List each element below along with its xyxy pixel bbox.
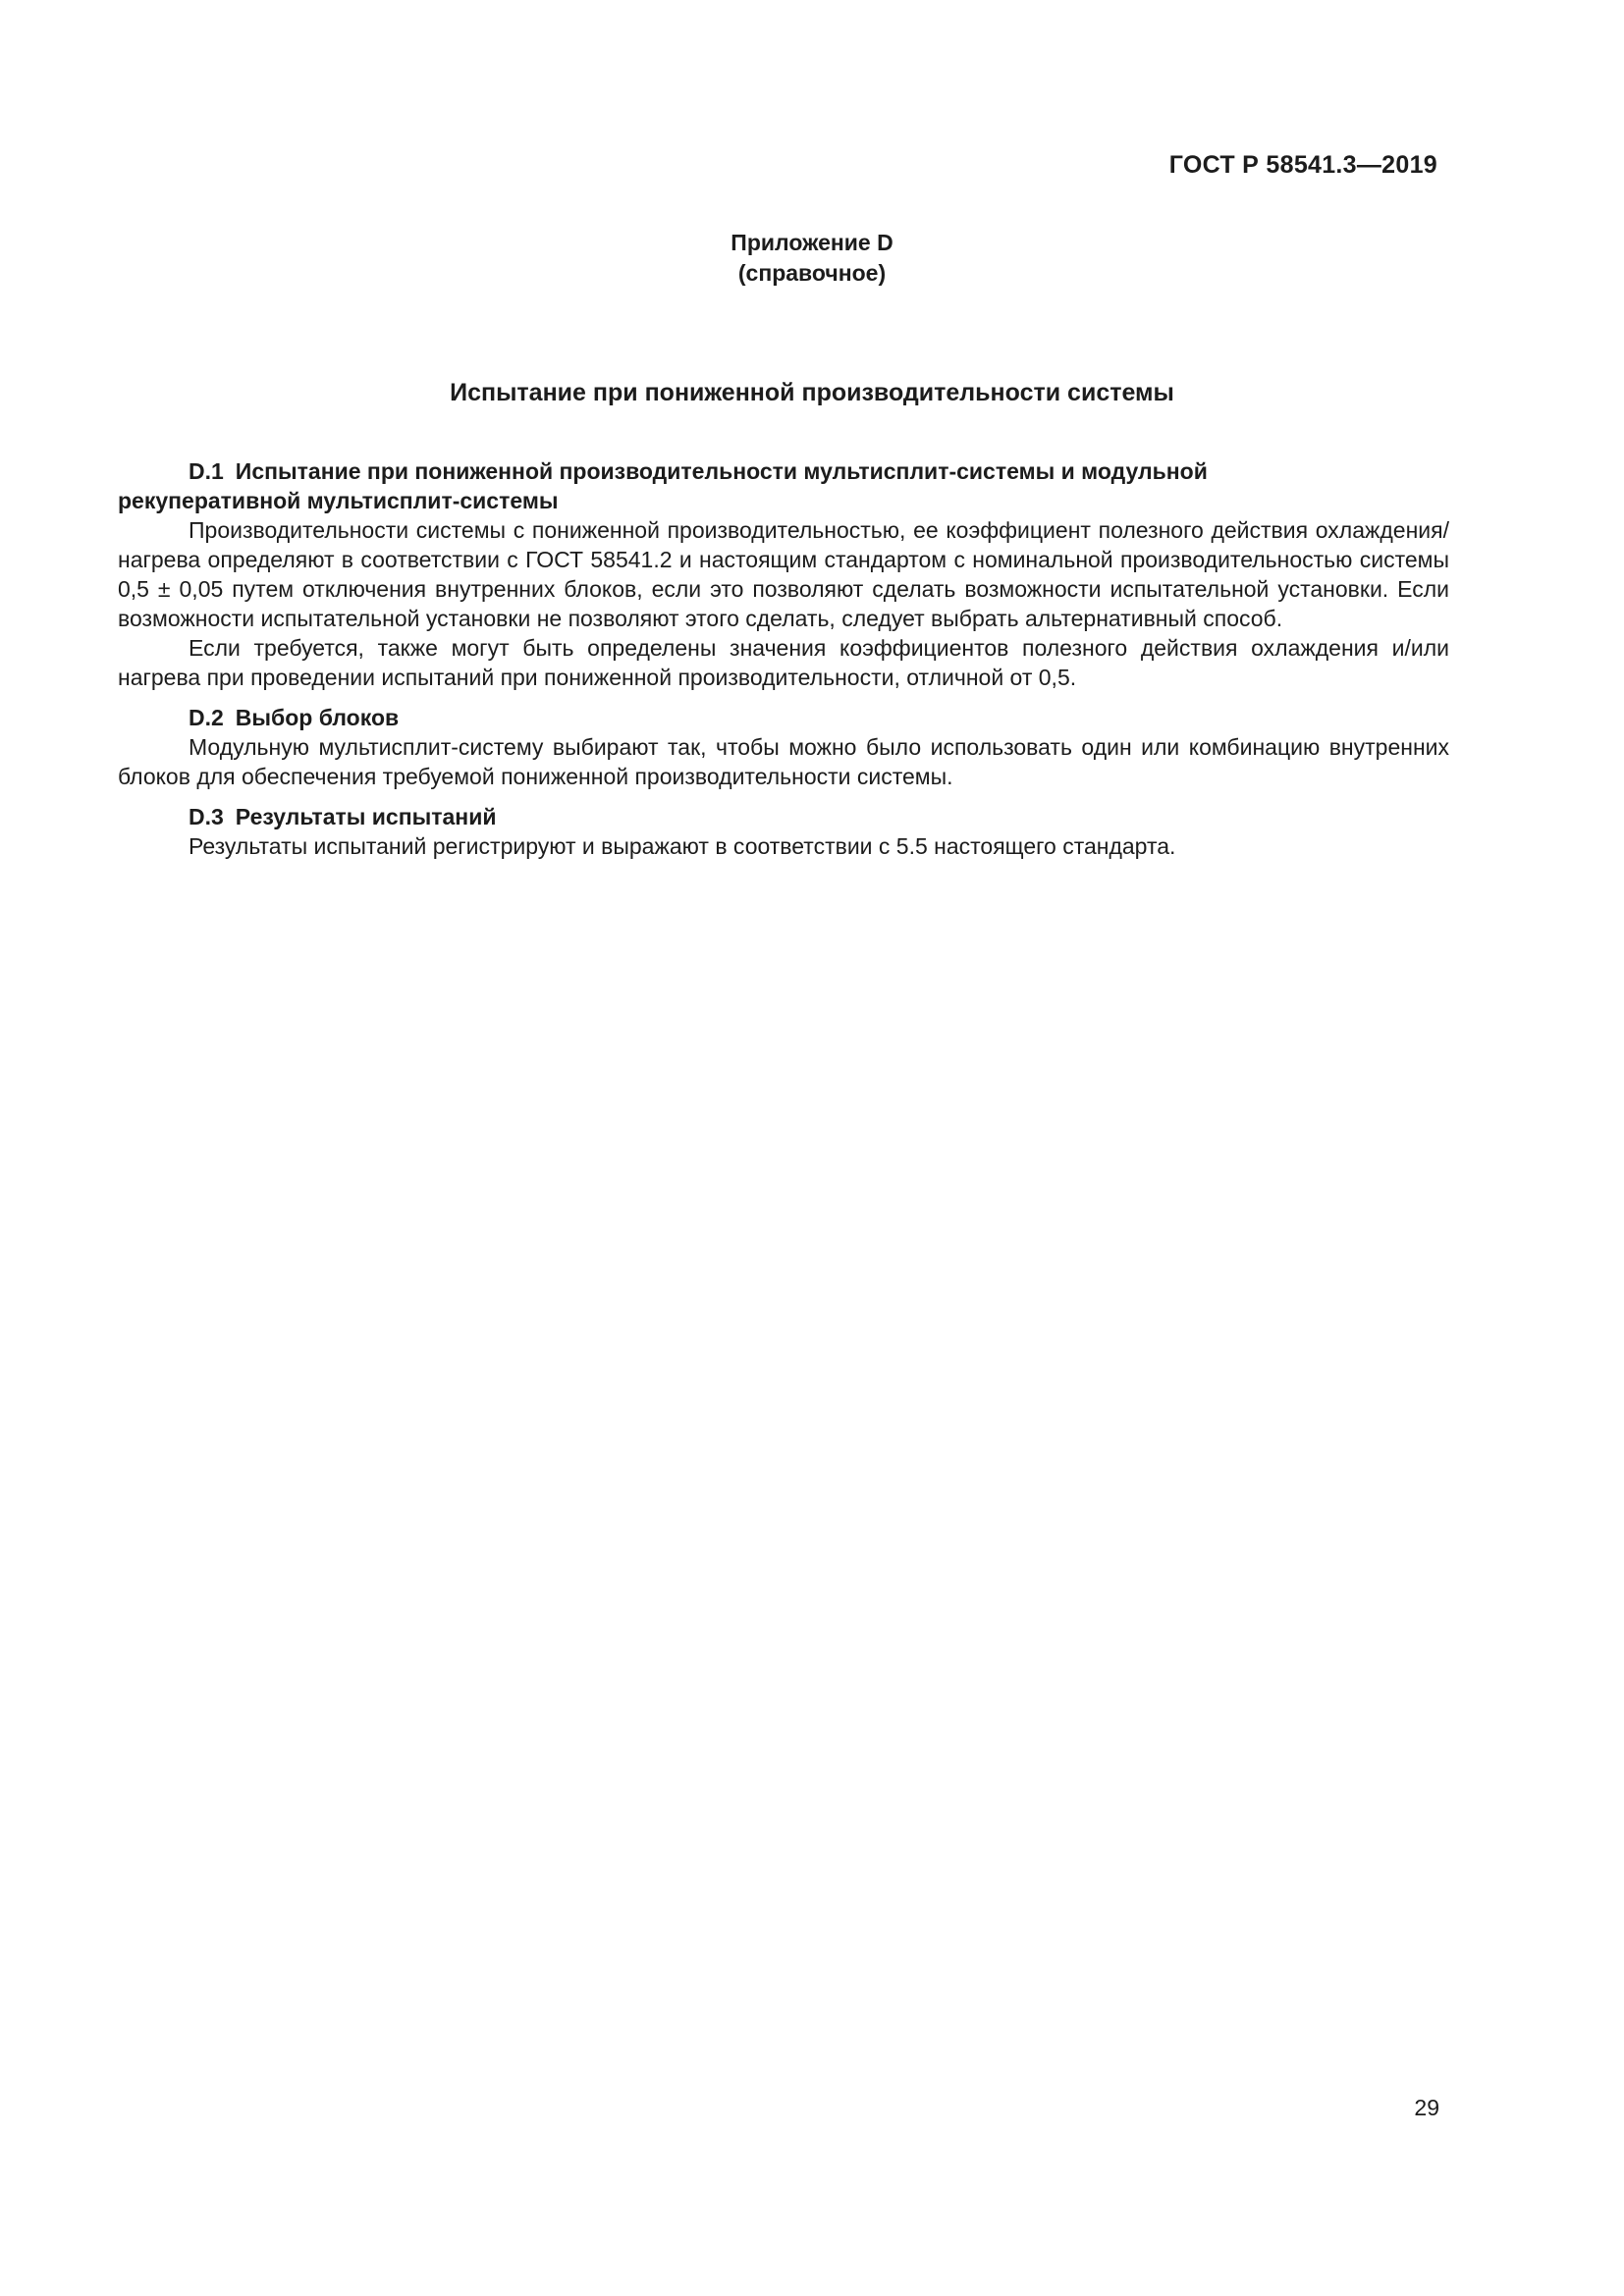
section-heading-text: Выбор блоков — [235, 705, 400, 730]
section-heading-text-continued: рекуперативной мультисплит-системы — [118, 488, 559, 513]
appendix-type: (справочное) — [737, 260, 887, 286]
section-number: D.3 — [189, 804, 224, 829]
section-heading-text: Результаты испытаний — [235, 804, 497, 829]
paragraph: Результаты испытаний регистрируют и выражают в соответствии с 5.5 настоящего стандарта. — [189, 833, 1176, 859]
section-number: D.2 — [189, 705, 224, 730]
section-number: D.1 — [189, 458, 224, 484]
appendix-header — [0, 228, 1624, 289]
section-heading-d3 — [118, 802, 1449, 831]
appendix-label: Приложение D — [731, 230, 893, 255]
section-heading-d2 — [118, 703, 1449, 732]
page-number: 29 — [1414, 2095, 1439, 2120]
paragraph: Модульную мультисплит-систему выбирают так, чтобы можно было использовать один или комбинацию внутренних блоков для обеспечения требуемой пониженной производительности системы. — [118, 734, 1449, 789]
paragraph: Производительности системы с пониженной производительностью, ее коэффициент полезного действия охлаждения/нагрева определяют в соответствии с ГОСТ 58541.2 и настоящим стандартом с номинальной производительностью системы 0,5 ± 0,05 путем отключения внутренних блоков, если это позволяют сделать возможности испытательной установки. Если возможности испытательной установки не позволяют этого сделать, следует выбрать альтернативный способ. — [118, 517, 1449, 631]
annex-title: Испытание при пониженной производительности системы — [450, 379, 1174, 406]
document-code: ГОСТ Р 58541.3—2019 — [1168, 151, 1437, 179]
paragraph: Если требуется, также могут быть определены значения коэффициентов полезного действия охлаждения и/или нагрева при проведении испытаний при пониженной производительности, отличной от 0,5. — [118, 635, 1449, 690]
section-heading-text: Испытание при пониженной производительности мультисплит-системы и модульной — [235, 458, 1208, 484]
section-heading-d1 — [118, 456, 1449, 515]
document-body — [118, 456, 1449, 861]
